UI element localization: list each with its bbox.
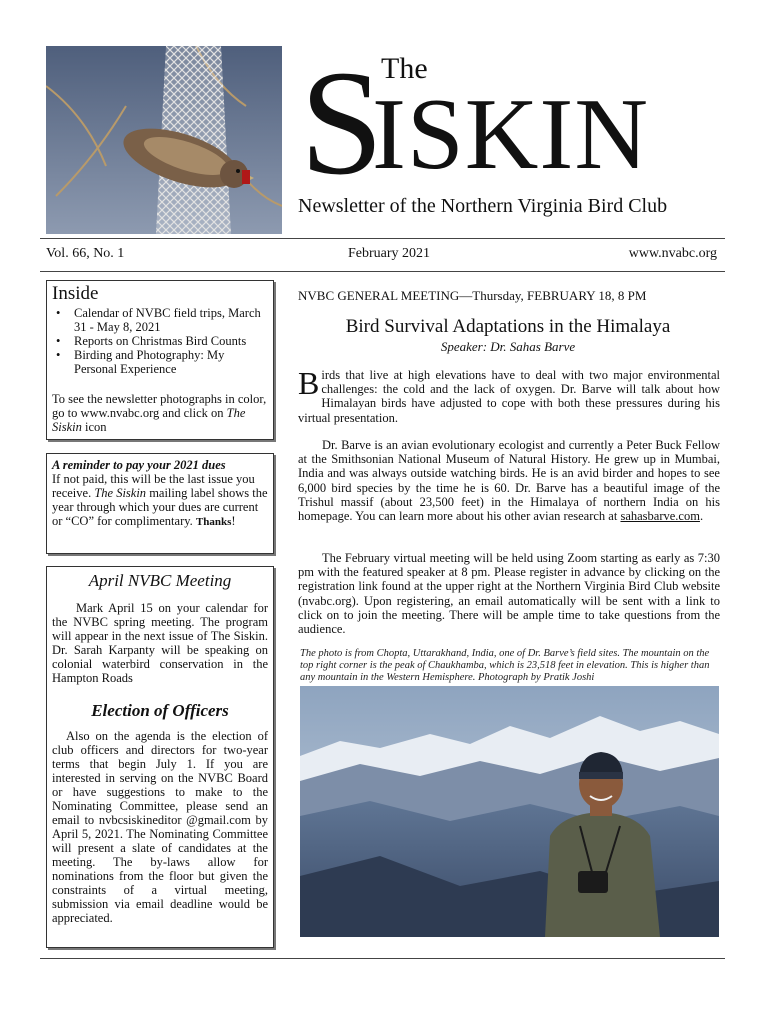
inside-list — [52, 306, 268, 376]
header-divider — [40, 238, 725, 239]
election-heading: Election of Officers — [91, 701, 229, 720]
paragraph-2-text: Dr. Barve is an avian evolutionary ecologist and currently a Peter Buck Fellow at the Smithsonian National Museum of Natural History. He grew up in Mumbai, India and was always outside watching birds. He is an avid birder and hopes to see 6,000 bird species by the time he is 60. Dr. Barve has a beautiful image of the Trishul massif (about 23,500 feet) in the Himalaya of northern India on his homepage. You can learn more about his other avian research at — [298, 438, 720, 524]
article-title: Bird Survival Adaptations in the Himalaya — [345, 316, 671, 337]
newsletter-subtitle: Newsletter of the Northern Virginia Bird Club — [298, 195, 668, 217]
inside-note-italic: The Siskin — [52, 406, 246, 434]
reminder-bang: ! — [231, 514, 236, 528]
reminder-text-a: If not paid, this will be the last issue you receive. — [52, 472, 255, 500]
article-speaker: Speaker: Dr. Sahas Barve — [440, 339, 576, 354]
inside-item: • Calendar of NVBC field trips, March 31 - May 8, 2021 — [52, 306, 268, 334]
april-text: Mark April 15 on your calendar for the NVBC spring meeting. The program will appear in the next issue of The Siskin. Dr. Sarah Karpanty will be speaking on colonial waterbird conservation in the Hampton Roads — [52, 601, 268, 685]
reminder-text — [52, 472, 268, 529]
drop-cap: B — [298, 365, 320, 401]
website-url[interactable]: www.nvabc.org — [628, 246, 717, 261]
speaker-website-link[interactable]: sahasbarve.com — [620, 509, 700, 524]
issue-date: February 2021 — [348, 246, 431, 261]
footer-divider — [40, 958, 725, 959]
inside-heading: Inside — [52, 283, 99, 304]
photo-caption: The photo is from Chopta, Uttarakhand, India, one of Dr. Barve’s field sites. The mountain on the top right corner is the peak of Chaukhamba, which is 23,518 feet in elevation. This is higher than any mountain in the Western Hemisphere. Photograph by Pratik Joshi — [300, 648, 710, 683]
title-rest: ISKIN — [372, 78, 649, 191]
inside-note-text: To see the newsletter photographs in color, go to www.nvabc.org and click on — [52, 392, 267, 420]
reminder-heading: A reminder to pay your 2021 dues — [52, 458, 226, 472]
announcements-box — [46, 566, 274, 948]
dues-reminder-box — [46, 453, 274, 554]
speaker-himalaya-photo — [300, 686, 719, 937]
inside-item: • Reports on Christmas Bird Counts — [52, 334, 268, 348]
reminder-text-b: mailing label shows the year through which your dues are current or “CO” for complimentary. — [52, 486, 268, 528]
reminder-text-italic: The Siskin — [94, 486, 147, 500]
title-the: The — [381, 52, 428, 85]
election-text: Also on the agenda is the election of club officers and directors for two-year terms that begin July 1. If you are interested in serving on the NVBC Board or have suggestions to make to the Nominating Committee, please send an email to nvbcsiskineditor @gmail.com by April 5, 2021. The Nominating Committee will present a slate of candidates at the meeting. The by-laws allow for nominations from the floor but given the constraints of a virtual meeting, submission via email deadline would be appreciated. — [52, 729, 268, 925]
meeting-announcement: NVBC GENERAL MEETING—Thursday, FEBRUARY 18, 8 PM — [298, 288, 647, 303]
april-heading: April NVBC Meeting — [88, 571, 232, 590]
article-paragraph-1 — [298, 365, 720, 425]
paragraph-2-end: . — [699, 509, 704, 524]
siskin-bird-photo — [46, 46, 282, 234]
title-initial: S — [300, 40, 380, 206]
article-paragraph-3: The February virtual meeting will be held using Zoom starting as early as 7:30 pm with the featured speaker at 8 pm. Please register in advance by clicking on the registration link found at the upper right at the Northern Virginia Bird Club website (nvabc.org). Upon registering, an email automatically will be sent with a link to click on to join the meeting. There will be ample time to take questions from the audience. — [298, 551, 720, 637]
reminder-thanks: Thanks — [195, 516, 232, 528]
inside-note — [52, 392, 268, 434]
paragraph-1-text: irds that live at high elevations have to deal with two major environmental challenges: the cold and the lack of oxygen. Dr. Barve will talk about how Himalayan birds have adjusted to cope with both these pressures during his virtual presentation. — [298, 368, 720, 425]
volume-number: Vol. 66, No. 1 — [46, 246, 125, 261]
header-divider-bottom — [40, 271, 725, 272]
article-paragraph-2 — [298, 438, 720, 523]
inside-item: • Birding and Photography: My Personal Experience — [52, 348, 268, 376]
inside-box — [46, 280, 274, 440]
inside-note-end: icon — [81, 420, 107, 434]
